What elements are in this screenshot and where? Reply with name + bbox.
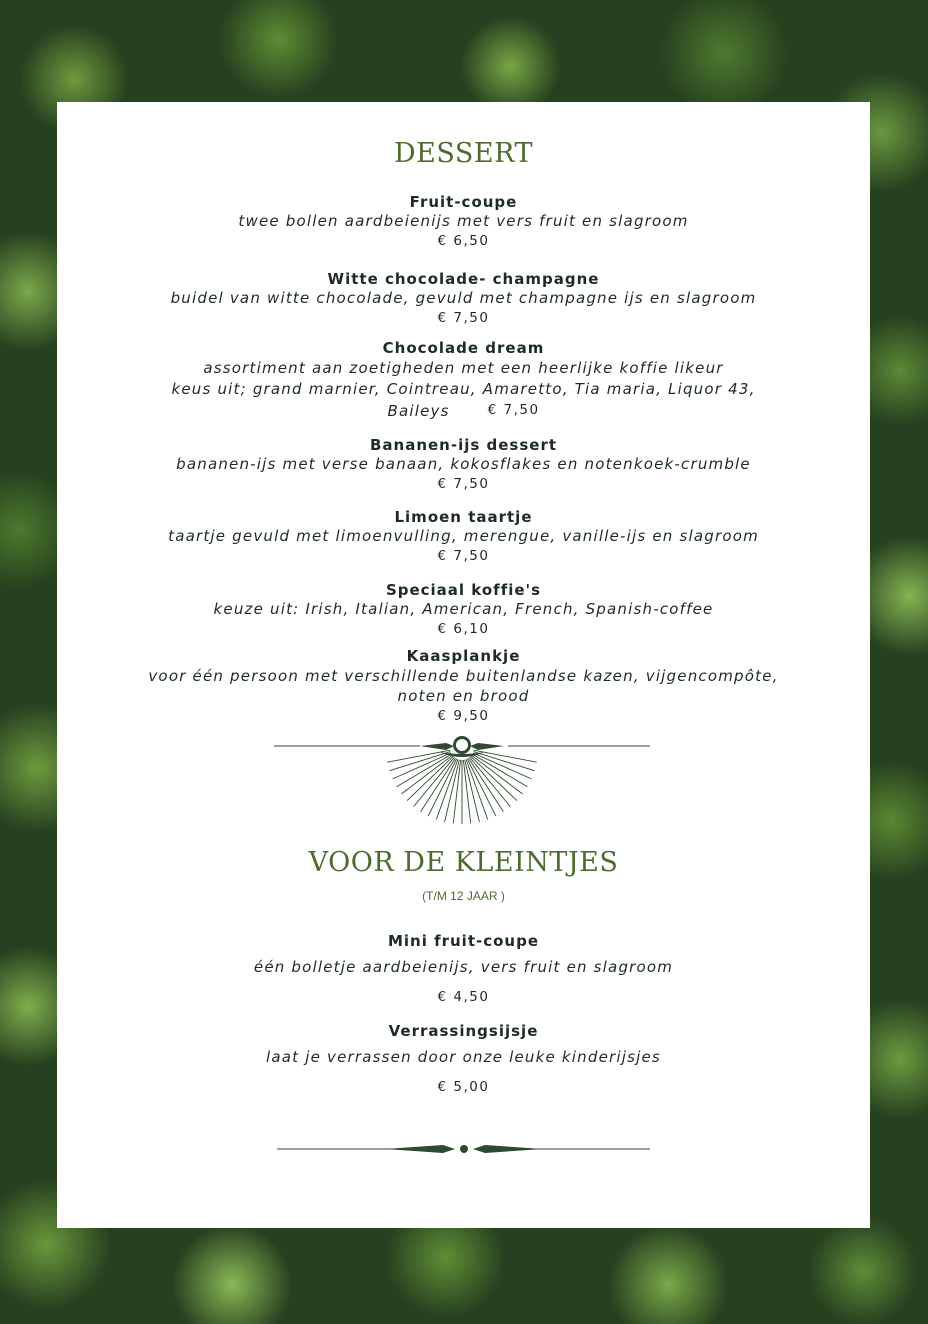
item-description: taartje gevuld met limoenvulling, merengue, vanille-ijs en slagroom: [168, 527, 759, 545]
item-price: € 6,10: [437, 620, 490, 637]
item-name: Mini fruit-coupe: [387, 932, 540, 950]
sunburst-ray: [393, 753, 451, 779]
item-price: € 9,50: [437, 707, 490, 724]
item-description: laat je verrassen door onze leuke kinderijsjes: [266, 1048, 661, 1066]
item-price: € 4,50: [437, 988, 490, 1005]
item-description: twee bollen aardbeienijs met vers fruit en slagroom: [238, 212, 689, 230]
dessert-title: DESSERT: [394, 138, 533, 169]
menu-item-kaasplankje: [57, 646, 870, 726]
item-name: Speciaal koffie's: [385, 581, 542, 599]
item-description-line-1: assortiment aan zoetigheden met een heerlijke koffie likeur: [203, 359, 724, 377]
menu-item-mini-fruit-coupe: [57, 931, 870, 1007]
kids-subtitle: (T/M 12 JAAR ): [422, 889, 505, 903]
item-description: keuze uit: Irish, Italian, American, French, Spanish-coffee: [213, 600, 714, 618]
item-name: Bananen-ijs dessert: [369, 436, 558, 454]
item-name: Witte chocolade- champagne: [327, 270, 600, 288]
item-description: bananen-ijs met verse banaan, kokosflakes en notenkoek-crumble: [176, 455, 751, 473]
item-name: Kaasplankje: [406, 647, 521, 665]
item-description-line-1: voor één persoon met verschillende buitenlandse kazen, vijgencompôte,: [148, 667, 779, 685]
item-price: € 6,50: [437, 232, 490, 249]
item-description: één bolletje aardbeienijs, vers fruit en slagroom: [253, 958, 674, 976]
menu-card: [57, 102, 870, 1228]
item-description-line-2: noten en brood: [397, 687, 530, 705]
bottom-divider-ornament: [275, 1140, 653, 1160]
item-price: € 7,50: [487, 402, 540, 418]
item-name: Chocolade dream: [382, 339, 545, 357]
sunburst-divider-ornament: [274, 732, 654, 832]
item-description-line-2: keus uit; grand marnier, Cointreau, Amaretto, Tia maria, Liquor 43,: [171, 380, 756, 398]
item-description: buidel van witte chocolade, gevuld met champagne ijs en slagroom: [170, 289, 757, 307]
menu-item-witte-chocolade: [57, 269, 870, 328]
item-price: € 7,50: [437, 475, 490, 492]
kids-title: VOOR DE KLEINTJES: [308, 847, 619, 878]
menu-item-fruit-coupe: [57, 192, 870, 251]
item-name: Fruit-coupe: [409, 193, 518, 211]
item-description-line-3: Baileys: [387, 402, 450, 420]
menu-item-limoen-taartje: [57, 507, 870, 566]
item-price: € 7,50: [437, 309, 490, 326]
item-name: Limoen taartje: [394, 508, 533, 526]
sunburst-ray: [473, 753, 531, 779]
menu-item-verrassingsijsje: [57, 1021, 870, 1097]
menu-item-speciaal-koffies: [57, 580, 870, 639]
item-price: € 5,00: [437, 1078, 490, 1095]
menu-item-chocolade-dream: [57, 338, 870, 422]
item-name: Verrassingsijsje: [388, 1022, 539, 1040]
item-price: € 7,50: [437, 547, 490, 564]
menu-item-bananen-ijs: [57, 435, 870, 494]
